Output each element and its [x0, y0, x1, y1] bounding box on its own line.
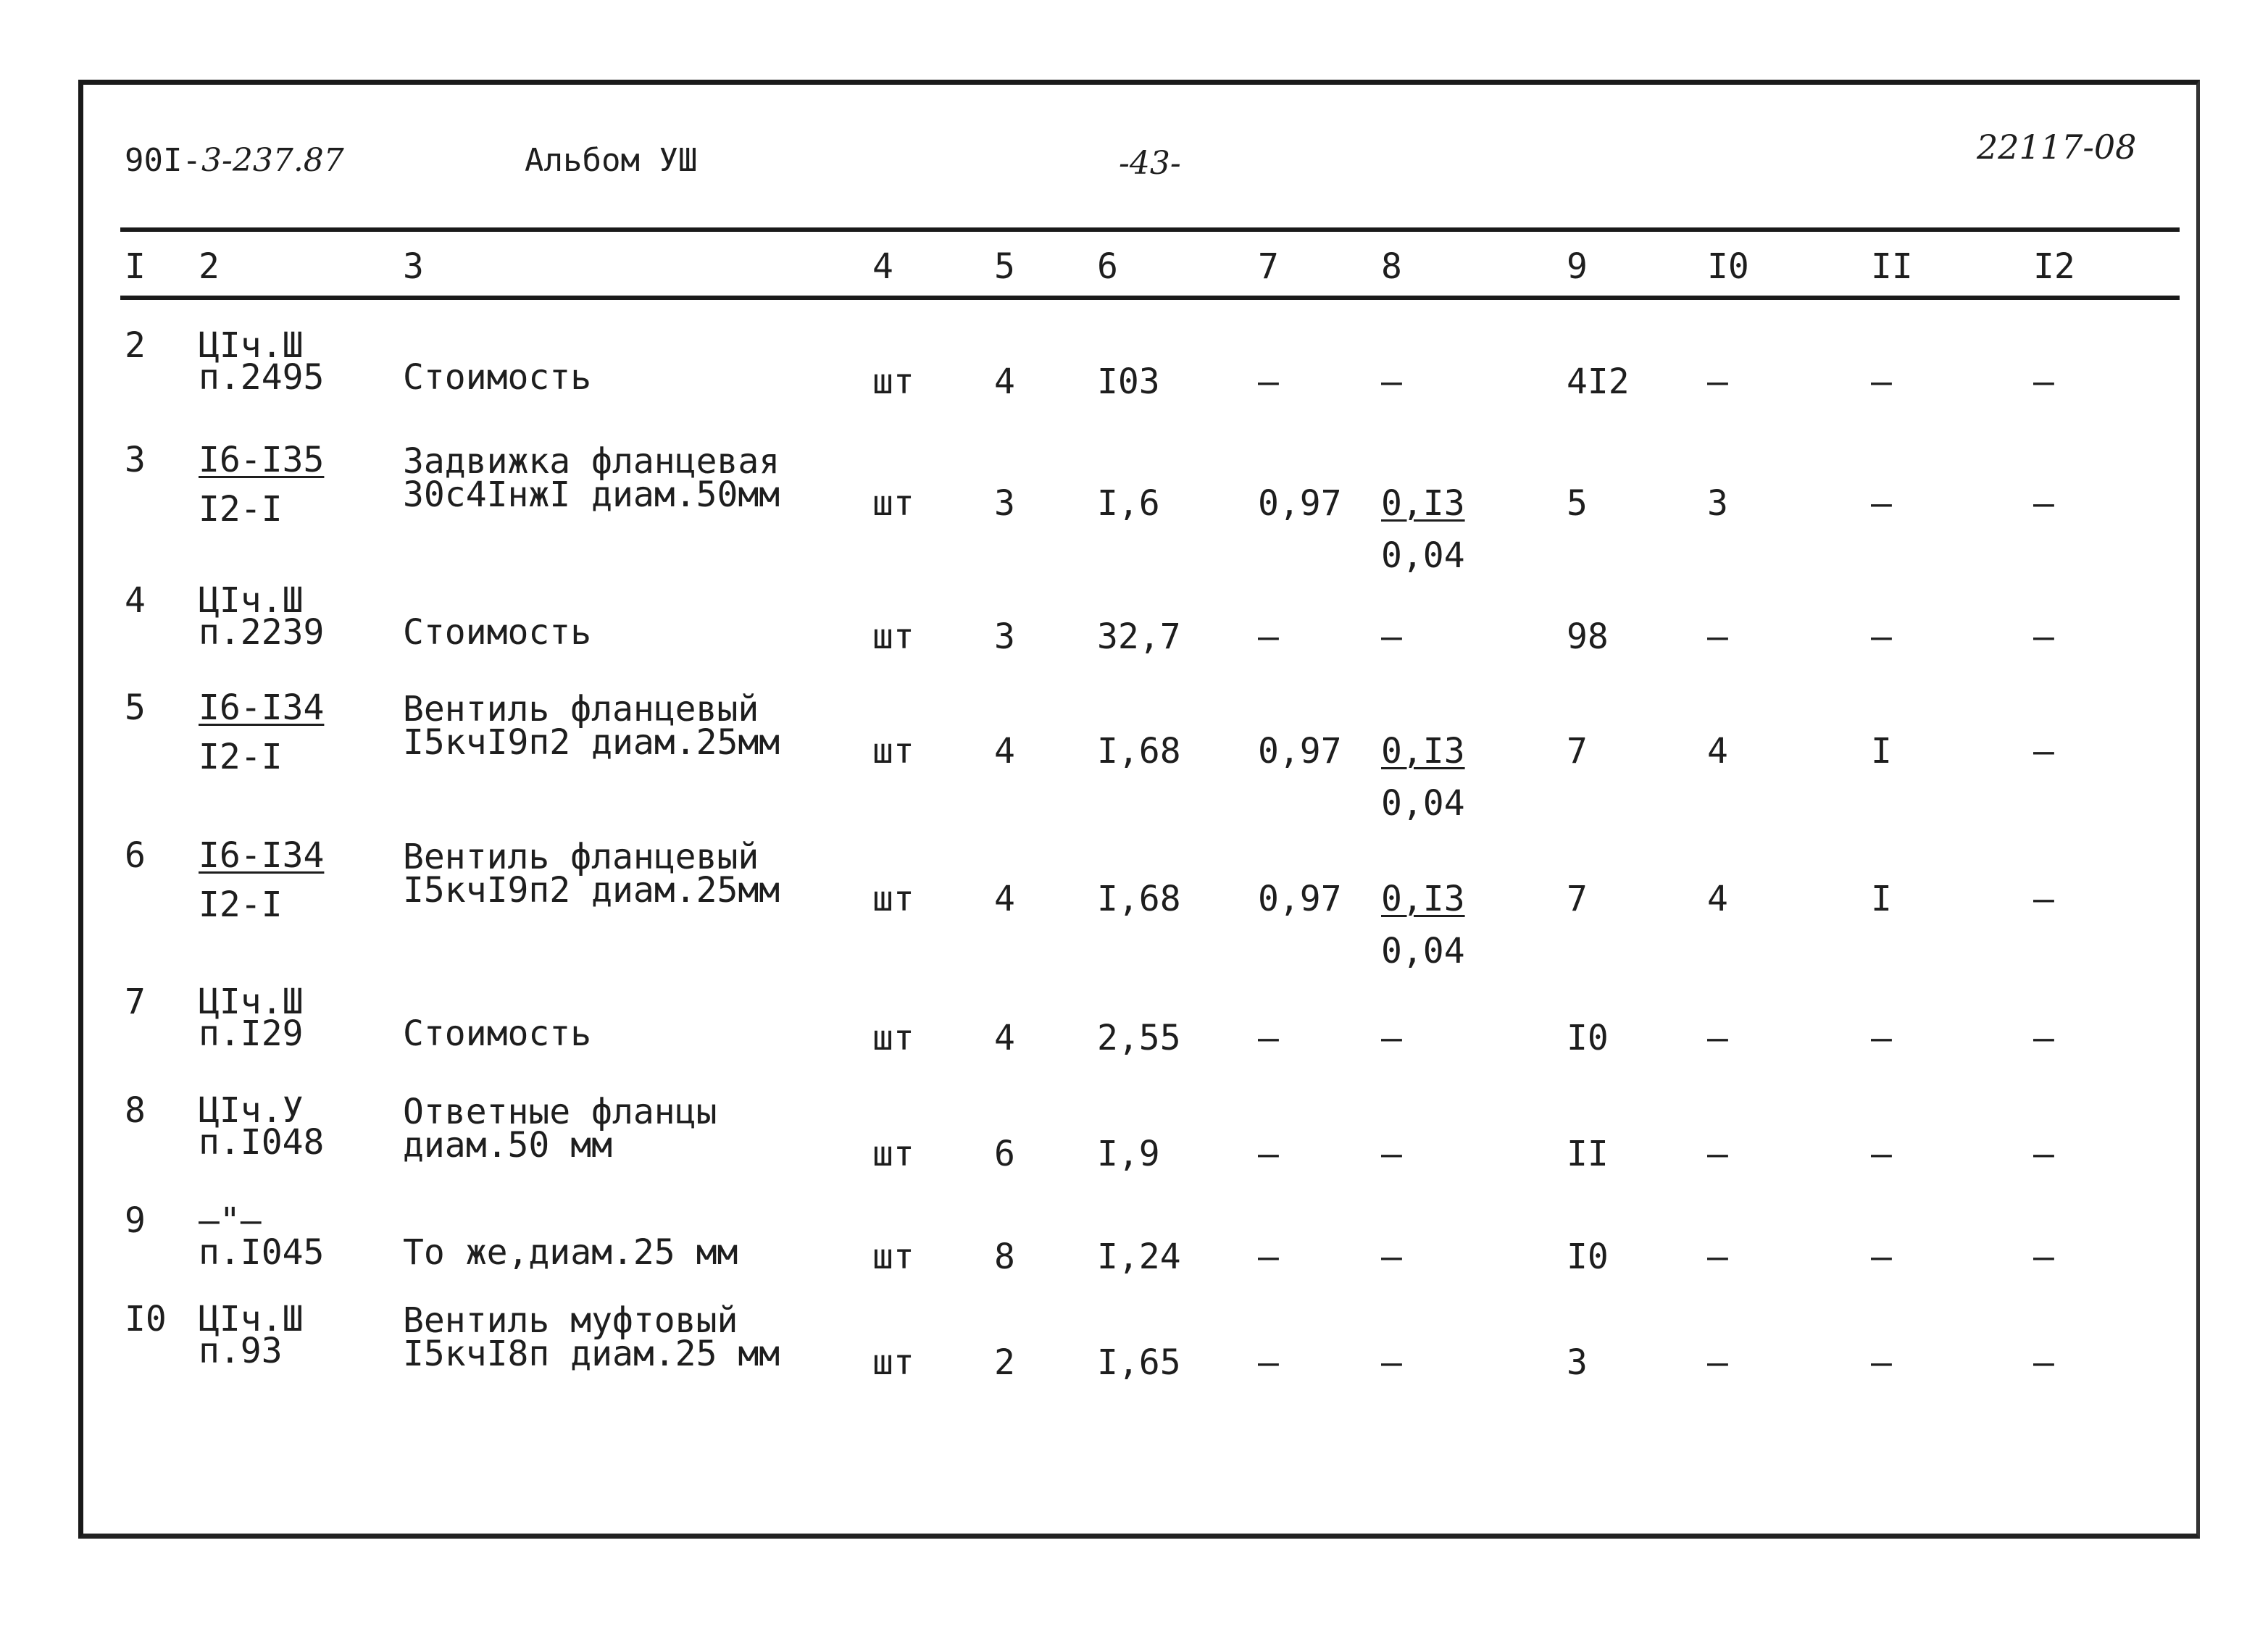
norm-code: I6-I34 [199, 835, 325, 876]
norm-code-sub: п.93 [199, 1331, 283, 1371]
norm-code-sub: I2-I [199, 737, 283, 777]
norm-code: ЦIч.Ш [199, 325, 304, 366]
unit-price: I,68 [1097, 879, 1181, 919]
col-8-value: – [1381, 361, 1402, 402]
col-12-value: – [2033, 1018, 2054, 1058]
col-10-value: – [1707, 616, 1728, 657]
col-11-value: – [1871, 1237, 1892, 1277]
col-10-value: 4 [1707, 879, 1728, 919]
quantity: 4 [994, 1018, 1015, 1058]
col-11-value: – [1871, 483, 1892, 524]
total-value: 98 [1567, 616, 1609, 657]
col-11-value: I [1871, 731, 1892, 771]
col-12-value: – [2033, 361, 2054, 402]
col-11-value: I [1871, 879, 1892, 919]
unit-price: 2,55 [1097, 1018, 1181, 1058]
norm-code: –"– [199, 1200, 262, 1241]
item-description: Вентиль фланцевый [403, 689, 759, 729]
sheet-code: 22117-08 [1977, 127, 2137, 167]
quantity: 3 [994, 616, 1015, 657]
quantity: 3 [994, 483, 1015, 524]
quantity: 6 [994, 1134, 1015, 1174]
col-8-value: – [1381, 1134, 1402, 1174]
unit: шт [872, 1342, 914, 1383]
page-number: -43- [1119, 145, 1181, 182]
unit: шт [872, 1237, 914, 1277]
doc-code [125, 142, 344, 179]
column-number: I0 [1707, 246, 1749, 287]
col-8-value: 0,I3 [1381, 731, 1465, 771]
unit: шт [872, 361, 914, 402]
total-value: I0 [1567, 1237, 1609, 1277]
total-value: I0 [1567, 1018, 1609, 1058]
unit-price: I,24 [1097, 1237, 1181, 1277]
col-7-value: 0,97 [1258, 731, 1342, 771]
norm-code-sub: I2-I [199, 489, 283, 530]
row-number: 7 [125, 982, 146, 1022]
unit: шт [872, 731, 914, 771]
col-11-value: – [1871, 1134, 1892, 1174]
col-10-value: 3 [1707, 483, 1728, 524]
quantity: 8 [994, 1237, 1015, 1277]
row-number: I0 [125, 1299, 167, 1339]
album-title: Альбом УШ [525, 142, 698, 179]
col-7-value: 0,97 [1258, 483, 1342, 524]
item-description-sub: диам.50 мм [403, 1125, 612, 1166]
col-7-value: – [1258, 1134, 1279, 1174]
item-description-sub: Стоимость [403, 357, 592, 398]
row-number: 8 [125, 1090, 146, 1131]
col-12-value: – [2033, 1342, 2054, 1383]
item-description-sub: I5кчI8п диам.25 мм [403, 1334, 780, 1374]
col-7-value: – [1258, 1018, 1279, 1058]
norm-code-sub: п.2495 [199, 357, 325, 398]
item-description-sub: I5кчI9п2 диам.25мм [403, 722, 780, 763]
norm-code-sub: п.I045 [199, 1232, 325, 1273]
item-description-sub: Стоимость [403, 612, 592, 653]
col-12-value: – [2033, 879, 2054, 919]
row-number: 4 [125, 580, 146, 621]
item-description: Задвижка фланцевая [403, 441, 780, 482]
col-8-value: – [1381, 1237, 1402, 1277]
column-number: 5 [994, 246, 1015, 287]
norm-code-sub: п.I29 [199, 1013, 304, 1054]
norm-code-sub: I2-I [199, 884, 283, 925]
unit-price: I,68 [1097, 731, 1181, 771]
norm-code: I6-I34 [199, 687, 325, 728]
col-8-sub-value: 0,04 [1381, 931, 1465, 971]
col-10-value: – [1707, 1134, 1728, 1174]
total-value: 3 [1567, 1342, 1588, 1383]
column-number: 4 [872, 246, 893, 287]
col-7-value: – [1258, 1342, 1279, 1383]
col-11-value: – [1871, 616, 1892, 657]
norm-code: ЦIч.Ш [199, 1299, 304, 1339]
unit: шт [872, 616, 914, 657]
col-12-value: – [2033, 731, 2054, 771]
norm-code: ЦIч.У [199, 1090, 304, 1131]
row-number: 9 [125, 1200, 146, 1241]
col-10-value: – [1707, 361, 1728, 402]
col-10-value: – [1707, 1237, 1728, 1277]
col-8-value: – [1381, 1018, 1402, 1058]
column-number: 7 [1258, 246, 1279, 287]
total-value: 7 [1567, 879, 1588, 919]
col-7-value: – [1258, 616, 1279, 657]
column-number: 8 [1381, 246, 1402, 287]
total-value: II [1567, 1134, 1609, 1174]
item-description-sub: I5кчI9п2 диам.25мм [403, 870, 780, 911]
unit-price: I,9 [1097, 1134, 1160, 1174]
col-8-value: – [1381, 616, 1402, 657]
unit: шт [872, 879, 914, 919]
item-description-sub: 30с4IнжI диам.50мм [403, 474, 780, 515]
col-8-value: 0,I3 [1381, 483, 1465, 524]
col-8-value: 0,I3 [1381, 879, 1465, 919]
unit-price: 32,7 [1097, 616, 1181, 657]
column-number: I [125, 246, 146, 287]
col-8-sub-value: 0,04 [1381, 783, 1465, 824]
column-number: 6 [1097, 246, 1118, 287]
header-rule-top [120, 227, 2180, 232]
norm-code-sub: п.2239 [199, 612, 325, 653]
col-12-value: – [2033, 483, 2054, 524]
doc-code-handwritten: 3-237.87 [201, 142, 344, 179]
column-number: 3 [403, 246, 424, 287]
item-description: Ответные фланцы [403, 1092, 717, 1132]
col-11-value: – [1871, 361, 1892, 402]
col-7-value: – [1258, 361, 1279, 402]
norm-code: ЦIч.Ш [199, 982, 304, 1022]
item-description: Вентиль фланцевый [403, 837, 759, 877]
total-value: 5 [1567, 483, 1588, 524]
header-rule-bottom [120, 296, 2180, 300]
item-description-sub: То же,диам.25 мм [403, 1232, 738, 1273]
item-description-sub: Стоимость [403, 1013, 592, 1054]
unit: шт [872, 483, 914, 524]
norm-code: ЦIч.Ш [199, 580, 304, 621]
unit-price: I,65 [1097, 1342, 1181, 1383]
unit-price: I03 [1097, 361, 1160, 402]
col-8-value: – [1381, 1342, 1402, 1383]
column-number: I2 [2033, 246, 2075, 287]
col-7-value: 0,97 [1258, 879, 1342, 919]
quantity: 4 [994, 879, 1015, 919]
row-number: 5 [125, 687, 146, 728]
col-11-value: – [1871, 1342, 1892, 1383]
total-value: 7 [1567, 731, 1588, 771]
quantity: 2 [994, 1342, 1015, 1383]
col-8-sub-value: 0,04 [1381, 535, 1465, 576]
col-12-value: – [2033, 1134, 2054, 1174]
unit-price: I,6 [1097, 483, 1160, 524]
col-10-value: – [1707, 1018, 1728, 1058]
quantity: 4 [994, 361, 1015, 402]
norm-code-sub: п.I048 [199, 1122, 325, 1163]
row-number: 6 [125, 835, 146, 876]
norm-code: I6-I35 [199, 440, 325, 480]
column-number: II [1871, 246, 1913, 287]
doc-code-printed: 90I- [125, 142, 201, 179]
col-7-value: – [1258, 1237, 1279, 1277]
col-11-value: – [1871, 1018, 1892, 1058]
row-number: 2 [125, 325, 146, 366]
row-number: 3 [125, 440, 146, 480]
column-number: 9 [1567, 246, 1588, 287]
col-10-value: – [1707, 1342, 1728, 1383]
col-10-value: 4 [1707, 731, 1728, 771]
unit: шт [872, 1134, 914, 1174]
column-number: 2 [199, 246, 220, 287]
total-value: 4I2 [1567, 361, 1630, 402]
col-12-value: – [2033, 1237, 2054, 1277]
item-description: Вентиль муфтовый [403, 1300, 738, 1341]
unit: шт [872, 1018, 914, 1058]
quantity: 4 [994, 731, 1015, 771]
col-12-value: – [2033, 616, 2054, 657]
